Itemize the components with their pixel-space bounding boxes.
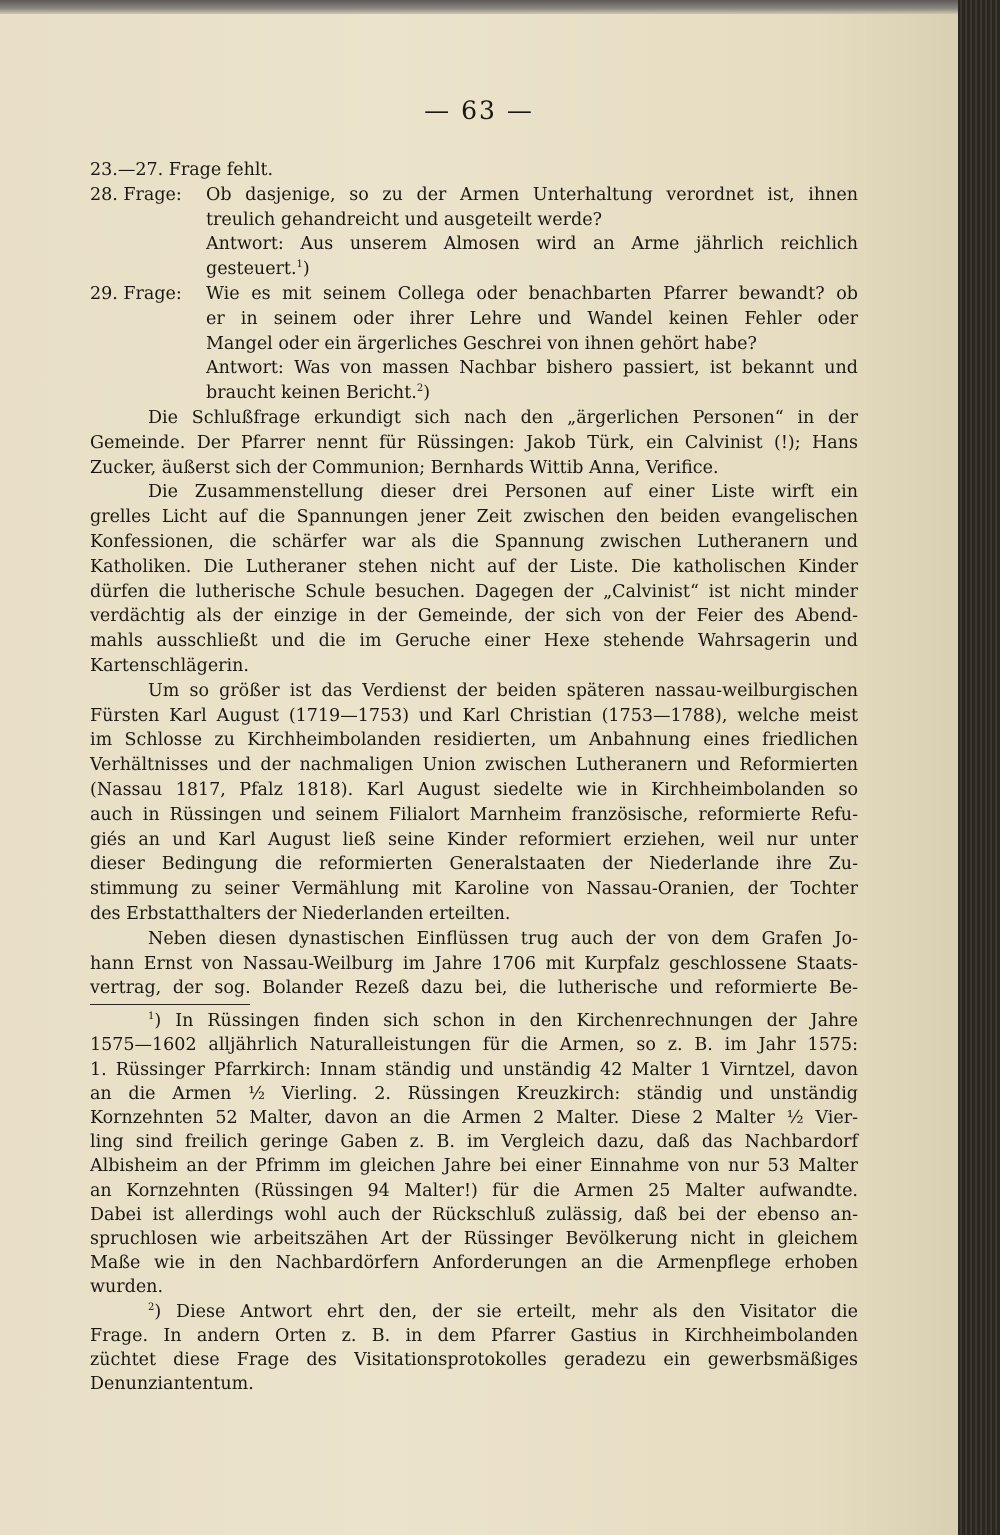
question-29: 29. Frage: Wie es mit seinem Collega oder benachbarten Pfarrer bewandt? ob er in seinem oder ihrer Lehre und Wandel keinen Fehler oder Mangel oder ein ärgerliches Geschrei von ihnen gehört habe? Antwort: Was von massen Nachbar bishero passiert, ist bekannt und braucht keinen Bericht.$^2$) xyxy=(90,282,858,406)
text-line: (Nassau 1817, Pfalz 1818). Karl August siedelte wie in Kirchheimbolanden so xyxy=(90,779,858,800)
text-line: hann Ernst von Nassau-Weilburg im Jahre 1706 mit Kurpfalz geschlossene Staats- xyxy=(90,953,858,974)
text-line: braucht keinen Bericht. xyxy=(206,383,417,404)
text-line: Ob dasjenige, so zu der Armen Unterhaltung verordnet ist, ihnen xyxy=(206,184,858,205)
text-line: Kornzehnten 52 Malter, davon an die Armen 2 Malter. Diese 2 Malter ½ Vier- xyxy=(90,1107,858,1128)
text-line: ling sind freilich geringe Gaben z. B. im Vergleich dazu, daß das Nachbardorf xyxy=(90,1132,858,1153)
question-28: 28. Frage: Ob dasjenige, so zu der Armen Unterhaltung verordnet ist, ihnen treulich gehandreicht und ausgeteilt werde? Antwort: Aus unserem Almosen wird an Arme jährlich reichlich gesteuert.$^1$) xyxy=(90,183,858,282)
text-line: stimmung zu seiner Vermählung mit Karoline von Nassau-Oranien, der Tochter xyxy=(90,879,858,900)
paragraph xyxy=(90,927,858,1001)
text-line: Denunziantentum. xyxy=(90,1374,254,1395)
body-text xyxy=(90,158,858,1396)
text-line: Neben diesen dynastischen Einflüssen trug auch der von dem Grafen Jo- xyxy=(148,928,858,949)
text-line: verdächtig als der einzige in der Gemeinde, der sich von der Feier des Abend- xyxy=(90,606,858,627)
paragraph xyxy=(90,480,858,678)
text-line: Kartenschlägerin. xyxy=(90,655,249,676)
text-line: an Kornzehnten (Rüssingen 94 Malter!) für die Armen 25 Malter aufwandte. xyxy=(90,1180,858,1201)
text-line: an die Armen ½ Vierling. 2. Rüssingen Kreuzkirch: ständig und unständig xyxy=(90,1083,858,1104)
text-line: Mangel oder ein ärgerliches Geschrei von ihnen gehört habe? xyxy=(206,333,757,354)
scan-top-edge xyxy=(0,0,958,14)
question-28-label: 28. Frage: xyxy=(90,184,182,205)
question-23-27: 23.—27. Frage fehlt. xyxy=(90,160,274,180)
text-line: auch in Rüssingen und seinem Filialort Marnheim französische, reformierte Refu- xyxy=(90,804,858,825)
text-line: 1575—1602 alljährlich Naturalleistungen für die Armen, so z. B. im Jahr 1575: xyxy=(90,1035,858,1056)
text-line: Zucker, äußerst sich der Communion; Bernhards Wittib Anna, Verifice. xyxy=(90,457,719,478)
text-line: Katholiken. Die Lutheraner stehen nicht auf der Liste. Die katholischen Kinder xyxy=(90,556,858,577)
text-line: des Erbstatthalters der Niederlanden erteilten. xyxy=(90,903,511,924)
text-line: Diese Antwort ehrt den, der sie erteilt, mehr als den Visitator die xyxy=(176,1301,859,1322)
text-line: Frage. In andern Orten z. B. in dem Pfarrer Gastius in Kirchheimbolanden xyxy=(90,1325,858,1346)
text-line: Die Schlußfrage erkundigt sich nach den „ärgerlichen Personen“ in der xyxy=(148,407,858,428)
page-number: — 63 — xyxy=(424,96,534,125)
book-page-edges xyxy=(958,0,1000,1535)
text-line: im Schlosse zu Kirchheimbolanden residierten, um Anbahnung eines friedlichen xyxy=(90,730,858,751)
text-line: Gemeinde. Der Pfarrer nennt für Rüssingen: Jakob Türk, ein Calvinist (!); Hans xyxy=(90,432,858,453)
text-line: Albisheim an der Pfrimm im gleichen Jahre bei einer Einnahme von nur 53 Malter xyxy=(90,1156,858,1177)
text-line: mahls ausschließt und die im Geruche einer Hexe stehende Wahrsagerin und xyxy=(90,631,858,652)
footnote-marker: 1 xyxy=(148,1011,155,1023)
text-line: Antwort: Was von massen Nachbar bishero passiert, ist bekannt und xyxy=(206,358,858,379)
text-line: wurden. xyxy=(90,1277,164,1298)
text-line: Konfessionen, die schärfer war als die Spannung zwischen Lutheranern und xyxy=(90,531,858,552)
text-line: Wie es mit seinem Collega oder benachbarten Pfarrer bewandt? ob xyxy=(206,283,858,304)
paragraph xyxy=(90,679,858,927)
footnote-marker: 2 xyxy=(148,1301,155,1313)
text-line: Die Zusammenstellung dieser drei Personen auf einer Liste wirft ein xyxy=(148,482,858,503)
text-line: In Rüssingen finden sich schon in den Kirchenrechnungen der Jahre xyxy=(175,1011,858,1032)
text-line: treulich gehandreicht und ausgeteilt werde? xyxy=(206,209,602,230)
footnote-ref: 1 xyxy=(296,259,303,271)
text-line: Dabei ist allerdings wohl auch der Rückschluß zulässig, daß bei der ebenso an- xyxy=(90,1204,858,1225)
text-line: Verhältnisses und der nachmaligen Union zwischen Lutheranern und Reformierten xyxy=(90,755,858,776)
footnote-ref: 2 xyxy=(416,383,424,395)
text-line: dürfen die lutherische Schule besuchen. Dagegen der „Calvinist“ ist nicht minder xyxy=(90,581,858,602)
footnote-1: $^1$) In Rüssingen finden sich schon in den Kirchenrechnungen der Jahre 1575—1602 alljährlich Naturalleistungen für die Armen, so z. B. im Jahr 1575: 1. Rüssinger Pfarrkirch: Innam ständig und unständig 42 Malter 1 Virntzel, davon an die Armen ½ Vierling. 2. Rüssingen Kreuzkirch: ständig und unständig Kornzehnten 52 Malter, davon an die Armen 2 Malter. Diese 2 Malter ½ Vier- ling sind freilich geringe Gaben z. B. im Vergleich dazu, daß das Nachbardorf Albisheim an der Pfrimm im gleichen Jahre bei einer Einnahme von nur 53 Malter an Kornzehnten (Rüssingen 94 Malter!) für die Armen 25 Malter aufwandte. Dabei ist allerdings wohl auch der Rückschluß zulässig, daß bei der ebenso an- spruchlosen wie arbeitszähen Art der Rüssinger Bevölkerung nicht in gleichem Maße wie in den Nachbardörfern Anforderungen an die Armenpflege erhoben wurden. xyxy=(90,1009,858,1299)
footnote-2: $^2$) Diese Antwort ehrt den, der sie erteilt, mehr als den Visitator die Frage. In andern Orten z. B. in dem Pfarrer Gastius in Kirchheimbolanden züchtet diese Frage des Visitationsprotokolles geradezu ein gewerbsmäßiges Denunziantentum. xyxy=(90,1300,858,1397)
text-line: Maße wie in den Nachbardörfern Anforderungen an die Armenpflege erhoben xyxy=(90,1253,858,1274)
text-line: Antwort: Aus unserem Almosen wird an Arme jährlich reichlich xyxy=(206,234,858,255)
text-line: züchtet diese Frage des Visitationsprotokolles geradezu ein gewerbsmäßiges xyxy=(90,1349,858,1370)
text-line: er in seinem oder ihrer Lehre und Wandel keinen Fehler oder xyxy=(206,308,858,329)
text-line: vertrag, der sog. Bolander Rezeß dazu bei, die lutherische und reformierte Be- xyxy=(90,978,858,999)
text-line: giés an und Karl August ließ seine Kinder reformiert erziehen, weil nur unter xyxy=(90,829,858,850)
paragraph xyxy=(90,406,858,480)
text-line: grelles Licht auf die Spannungen jener Zeit zwischen den beiden evangelischen xyxy=(90,507,858,528)
text-line: spruchlosen wie arbeitszähen Art der Rüssinger Bevölkerung nicht in gleichem xyxy=(90,1228,858,1249)
question-29-label: 29. Frage: xyxy=(90,283,182,304)
text-line: Fürsten Karl August (1719—1753) und Karl Christian (1753—1788), welche meist xyxy=(90,705,858,726)
footnote-separator xyxy=(90,1004,250,1005)
text-line: Um so größer ist das Verdienst der beiden späteren nassau-weilburgischen xyxy=(148,680,858,701)
text-line: 1. Rüssinger Pfarrkirch: Innam ständig und unständig 42 Malter 1 Virntzel, davon xyxy=(90,1059,858,1080)
text-line: gesteuert. xyxy=(206,259,297,280)
text-line: dieser Bedingung die reformierten Generalstaaten der Niederlande ihre Zu- xyxy=(90,854,858,875)
